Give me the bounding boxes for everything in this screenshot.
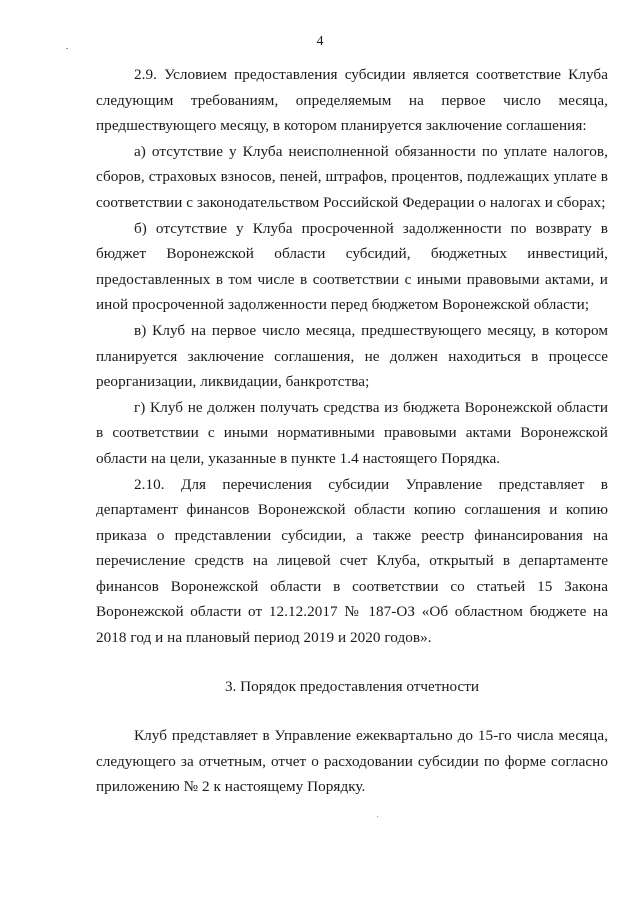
paragraph-2-10: 2.10. Для перечисления субсидии Управление представляет в департамент финансов Воронежской области копию соглашения и копию приказа о представлении субсидии, а также реестр финансирования на перечисление средств на лицевой счет Клуба, открытый в департаменте финансов Воронежской области в соответствии со статьей 15 Закона Воронежской области от 12.12.2017 № 187-ОЗ «Об областном бюджете на 2018 год и на плановый период 2019 и 2020 годов». bbox=[96, 475, 608, 647]
paragraph-3-reporting: Клуб представляет в Управление ежеквартально до 15-го числа месяца, следующего за отчетным, отчет о расходовании субсидии по форме согласно приложению № 2 к настоящему Порядку. bbox=[96, 727, 608, 796]
page-number: 4 bbox=[316, 34, 324, 49]
paragraph-2-9-a: а) отсутствие у Клуба неисполненной обязанности по уплате налогов, сборов, страховых взносов, пеней, штрафов, процентов, подлежащих уплате в соответствии с законодательством Российской Федерации о налогах и сборах; bbox=[96, 142, 608, 211]
scan-artifact-mark bbox=[377, 816, 378, 817]
section-heading: 3. Порядок предоставления отчетности bbox=[224, 677, 480, 695]
document-body bbox=[96, 62, 608, 800]
paragraph-2-9: 2.9. Условием предоставления субсидии является соответствие Клуба следующим требованиям, определяемым на первое число месяца, предшествующего месяцу, в котором планируется заключение соглашения: bbox=[96, 66, 608, 135]
paragraph-2-9-g: г) Клуб не должен получать средства из бюджета Воронежской области в соответствии с иными нормативными правовыми актами Воронежской области на цели, указанные в пункте 1.4 настоящего Порядка. bbox=[96, 398, 608, 467]
paragraph-2-9-b: б) отсутствие у Клуба просроченной задолженности по возврату в бюджет Воронежской области субсидий, бюджетных инвестиций, предоставленных в том числе в соответствии с иными правовыми актами, и иной просроченной задолженности перед бюджетом Воронежской области; bbox=[96, 219, 608, 314]
paragraph-2-9-v: в) Клуб на первое число месяца, предшествующего месяцу, в котором планируется заключение соглашения, не должен находиться в процессе реорганизации, ликвидации, банкротства; bbox=[96, 321, 608, 391]
